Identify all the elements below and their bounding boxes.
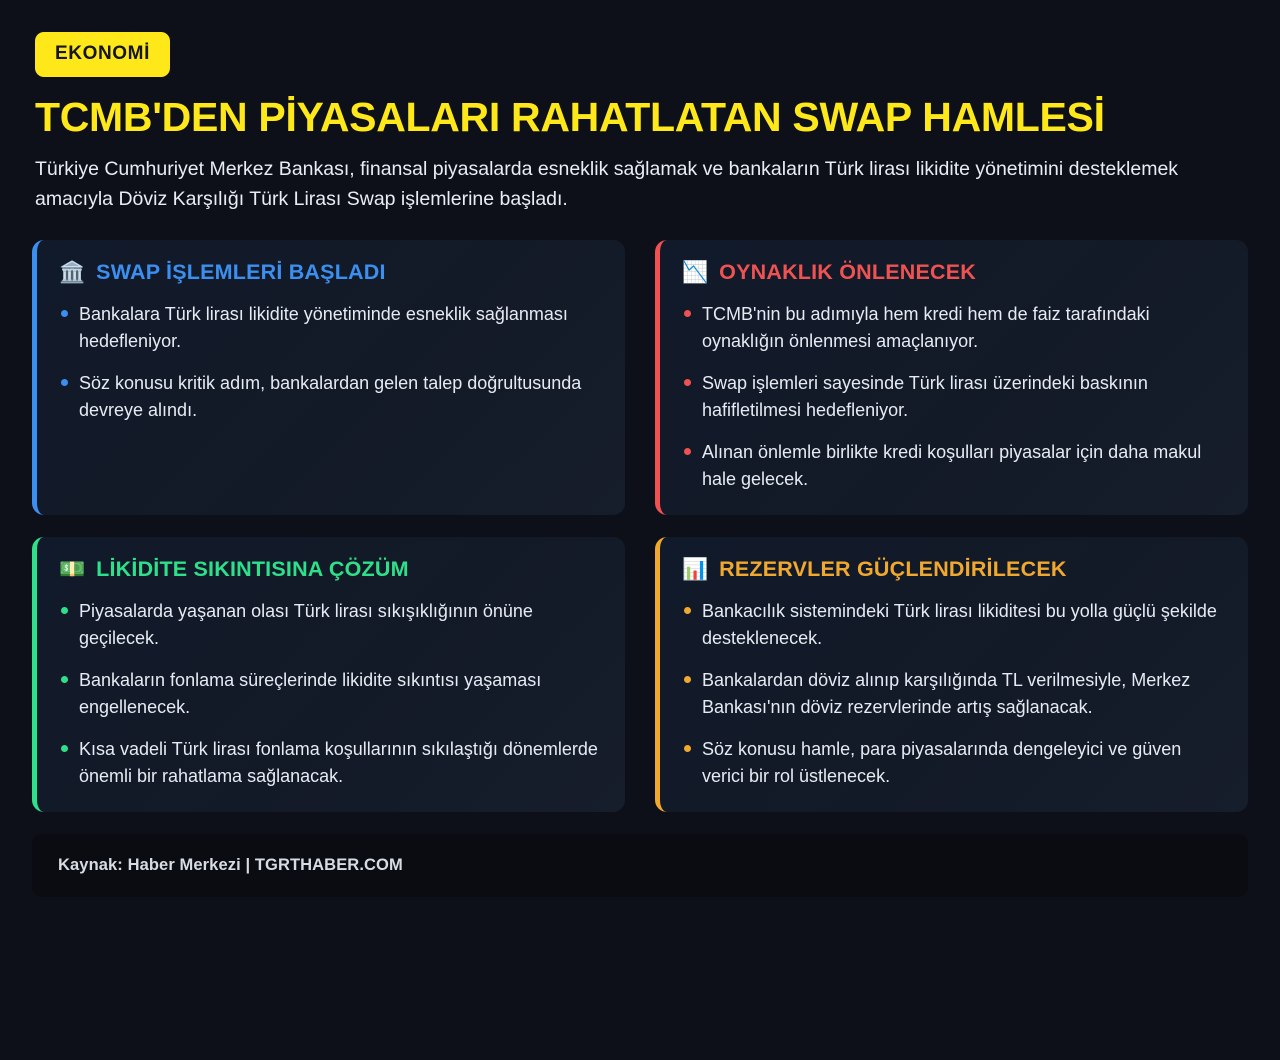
list-item [682,439,1224,493]
list-item-text: Bankalara Türk lirası likidite yönetiminde esneklik sağlanması hedefleniyor. [79,304,568,352]
bullet-dot [61,607,68,614]
card-header [682,557,1224,582]
list-item [59,667,601,721]
card-title: OYNAKLIK ÖNLENECEK [719,260,976,285]
card-title: SWAP İŞLEMLERİ BAŞLADI [96,260,386,285]
bullet-dot [684,745,691,752]
list-item [59,736,601,790]
list-item [59,301,601,355]
list-item-text: Swap işlemleri sayesinde Türk lirası üzerindeki baskının hafifletilmesi hedefleniyor. [702,373,1148,421]
list-item-text: Söz konusu hamle, para piyasalarında dengeleyici ve güven verici bir rol üstlenecek. [702,739,1182,787]
list-item [59,598,601,652]
card-header [59,557,601,582]
list-item-text: Piyasalarda yaşanan olası Türk lirası sıkışıklığının önüne geçilecek. [79,601,533,649]
category-badge: EKONOMİ [35,32,170,77]
cards-grid [32,240,1248,812]
source-footer: Kaynak: Haber Merkezi | TGRTHABER.COM [32,834,1248,897]
list-item [682,736,1224,790]
card-title: LİKİDİTE SIKINTISINA ÇÖZÜM [96,557,409,582]
card-title: REZERVLER GÜÇLENDİRİLECEK [719,557,1067,582]
bullet-dot [61,676,68,683]
list-item [682,370,1224,424]
list-item [682,598,1224,652]
list-item-text: Kısa vadeli Türk lirası fonlama koşullarının sıkılaştığı dönemlerde önemli bir rahatlama sağlanacak. [79,739,598,787]
page-summary: Türkiye Cumhuriyet Merkez Bankası, finansal piyasalarda esneklik sağlamak ve bankaların Türk lirası likidite yönetimini desteklemek amacıyla Döviz Karşılığı Türk Lirası Swap işlemlerine başladı. [35,157,1179,210]
bullet-dot [61,745,68,752]
card-bullet-list [59,301,601,424]
list-item [59,370,601,424]
list-item [682,301,1224,355]
banknote-icon: 💵 [59,558,86,582]
card-bullet-list [682,598,1224,790]
info-card-reserves [655,537,1248,812]
list-item-text: Bankalardan döviz alınıp karşılığında TL verilmesiyle, Merkez Bankası'nın döviz rezervlerinde artış sağlanacak. [702,670,1191,718]
list-item-text: Alınan önlemle birlikte kredi koşulları piyasalar için daha makul hale gelecek. [702,442,1202,490]
list-item [682,667,1224,721]
list-item-text: Bankaların fonlama süreçlerinde likidite sıkıntısı yaşaması engellenecek. [79,670,542,718]
info-card-liquidity [32,537,625,812]
list-item-text: Söz konusu kritik adım, bankalardan gelen talep doğrultusunda devreye alındı. [79,373,582,421]
list-item-text: TCMB'nin bu adımıyla hem kredi hem de faiz tarafındaki oynaklığın önlenmesi amaçlanıyor. [702,304,1150,352]
card-header [682,260,1224,285]
bullet-dot [61,379,68,386]
bar-chart-icon: 📊 [682,558,709,582]
bullet-dot [61,310,68,317]
bullet-dot [684,676,691,683]
chart-decreasing-icon: 📉 [682,261,709,285]
bullet-dot [684,607,691,614]
info-card-volatility [655,240,1248,515]
bullet-dot [684,379,691,386]
card-bullet-list [682,301,1224,493]
card-bullet-list [59,598,601,790]
bullet-dot [684,448,691,455]
bank-icon: 🏛️ [59,261,86,285]
info-card-swap [32,240,625,515]
list-item-text: Bankacılık sistemindeki Türk lirası likiditesi bu yolla güçlü şekilde desteklenecek. [702,601,1217,649]
card-header [59,260,601,285]
bullet-dot [684,310,691,317]
page-title: TCMB'DEN PİYASALARI RAHATLATAN SWAP HAMLESİ [35,94,1105,140]
